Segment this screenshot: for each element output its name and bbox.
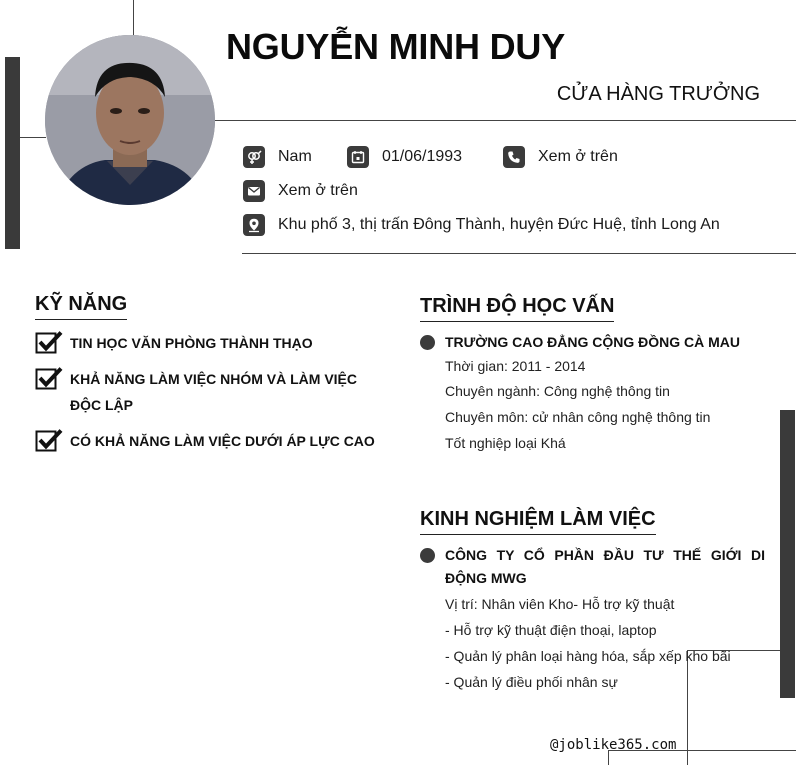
- skill-text: CÓ KHẢ NĂNG LÀM VIỆC DƯỚI ÁP LỰC CAO: [70, 433, 375, 449]
- education-line: Chuyên ngành: Công nghệ thông tin: [445, 383, 670, 399]
- education-line: Thời gian: 2011 - 2014: [445, 358, 586, 374]
- education-line: Chuyên môn: cử nhân công nghệ thông tin: [445, 409, 711, 425]
- education-line: Tốt nghiệp loại Khá: [445, 435, 566, 451]
- frame-line-bottom-vertical-1: [687, 650, 688, 765]
- phone-icon: [503, 146, 525, 168]
- job-title: CỬA HÀNG TRƯỞNG: [556, 83, 760, 105]
- candidate-name: NGUYỄN MINH DUY: [226, 26, 566, 67]
- experience-heading: KINH NGHIỆM LÀM VIỆC: [420, 508, 656, 535]
- contact-address: [243, 214, 720, 236]
- avatar: [45, 35, 215, 205]
- experience-line: Vị trí: Nhân viên Kho- Hỗ trợ kỹ thuật: [445, 596, 675, 612]
- email-value: Xem ở trên: [278, 182, 358, 199]
- header-divider-top: [214, 120, 796, 121]
- skills-heading: KỸ NĂNG: [35, 293, 127, 320]
- calendar-icon: [347, 146, 369, 168]
- contact-birthday: [347, 146, 462, 168]
- phone-value: Xem ở trên: [538, 148, 618, 165]
- contact-phone: [503, 146, 618, 168]
- skill-item: [35, 366, 388, 418]
- education-bullet: [420, 335, 435, 350]
- location-icon: [243, 214, 265, 236]
- skill-text: TIN HỌC VĂN PHÒNG THÀNH THẠO: [70, 335, 313, 351]
- birthday-value: 01/06/1993: [382, 148, 463, 165]
- left-accent-bar: [5, 57, 20, 249]
- experience-line: - Quản lý điều phối nhân sự: [445, 674, 618, 690]
- skill-item: [35, 330, 388, 356]
- skill-text: KHẢ NĂNG LÀM VIỆC NHÓM VÀ LÀM VIỆC ĐỘC LẬP: [70, 371, 357, 413]
- gender-icon: [243, 146, 265, 168]
- experience-line: - Quản lý phân loại hàng hóa, sắp xếp kho bãi: [445, 648, 731, 664]
- contact-gender: [243, 146, 312, 168]
- frame-line-left-horizontal: [20, 137, 46, 138]
- school-name: TRƯỜNG CAO ĐẲNG CỘNG ĐỒNG CÀ MAU: [445, 334, 740, 350]
- checkbox-checked-icon: [35, 428, 63, 452]
- avatar-photo: [45, 35, 215, 205]
- watermark-text: @joblike365.com: [550, 737, 677, 753]
- email-icon: [243, 180, 265, 202]
- contact-email: [243, 180, 358, 202]
- checkbox-checked-icon: [35, 366, 63, 390]
- address-value: Khu phố 3, thị trấn Đông Thành, huyện Đức Huệ, tỉnh Long An: [278, 216, 720, 233]
- skill-item: [35, 428, 388, 454]
- frame-line-top-vertical: [133, 0, 134, 36]
- gender-value: Nam: [278, 148, 312, 165]
- checkbox-checked-icon: [35, 330, 63, 354]
- education-heading: TRÌNH ĐỘ HỌC VẤN: [420, 295, 614, 322]
- header-divider-bottom: [242, 253, 796, 254]
- experience-line: - Hỗ trợ kỹ thuật điện thoại, laptop: [445, 622, 657, 638]
- company-name: CÔNG TY CỔ PHẦN ĐẦU TƯ THẾ GIỚI DI ĐỘNG MWG: [445, 547, 765, 586]
- experience-bullet: [420, 548, 435, 563]
- right-accent-bar: [780, 410, 795, 698]
